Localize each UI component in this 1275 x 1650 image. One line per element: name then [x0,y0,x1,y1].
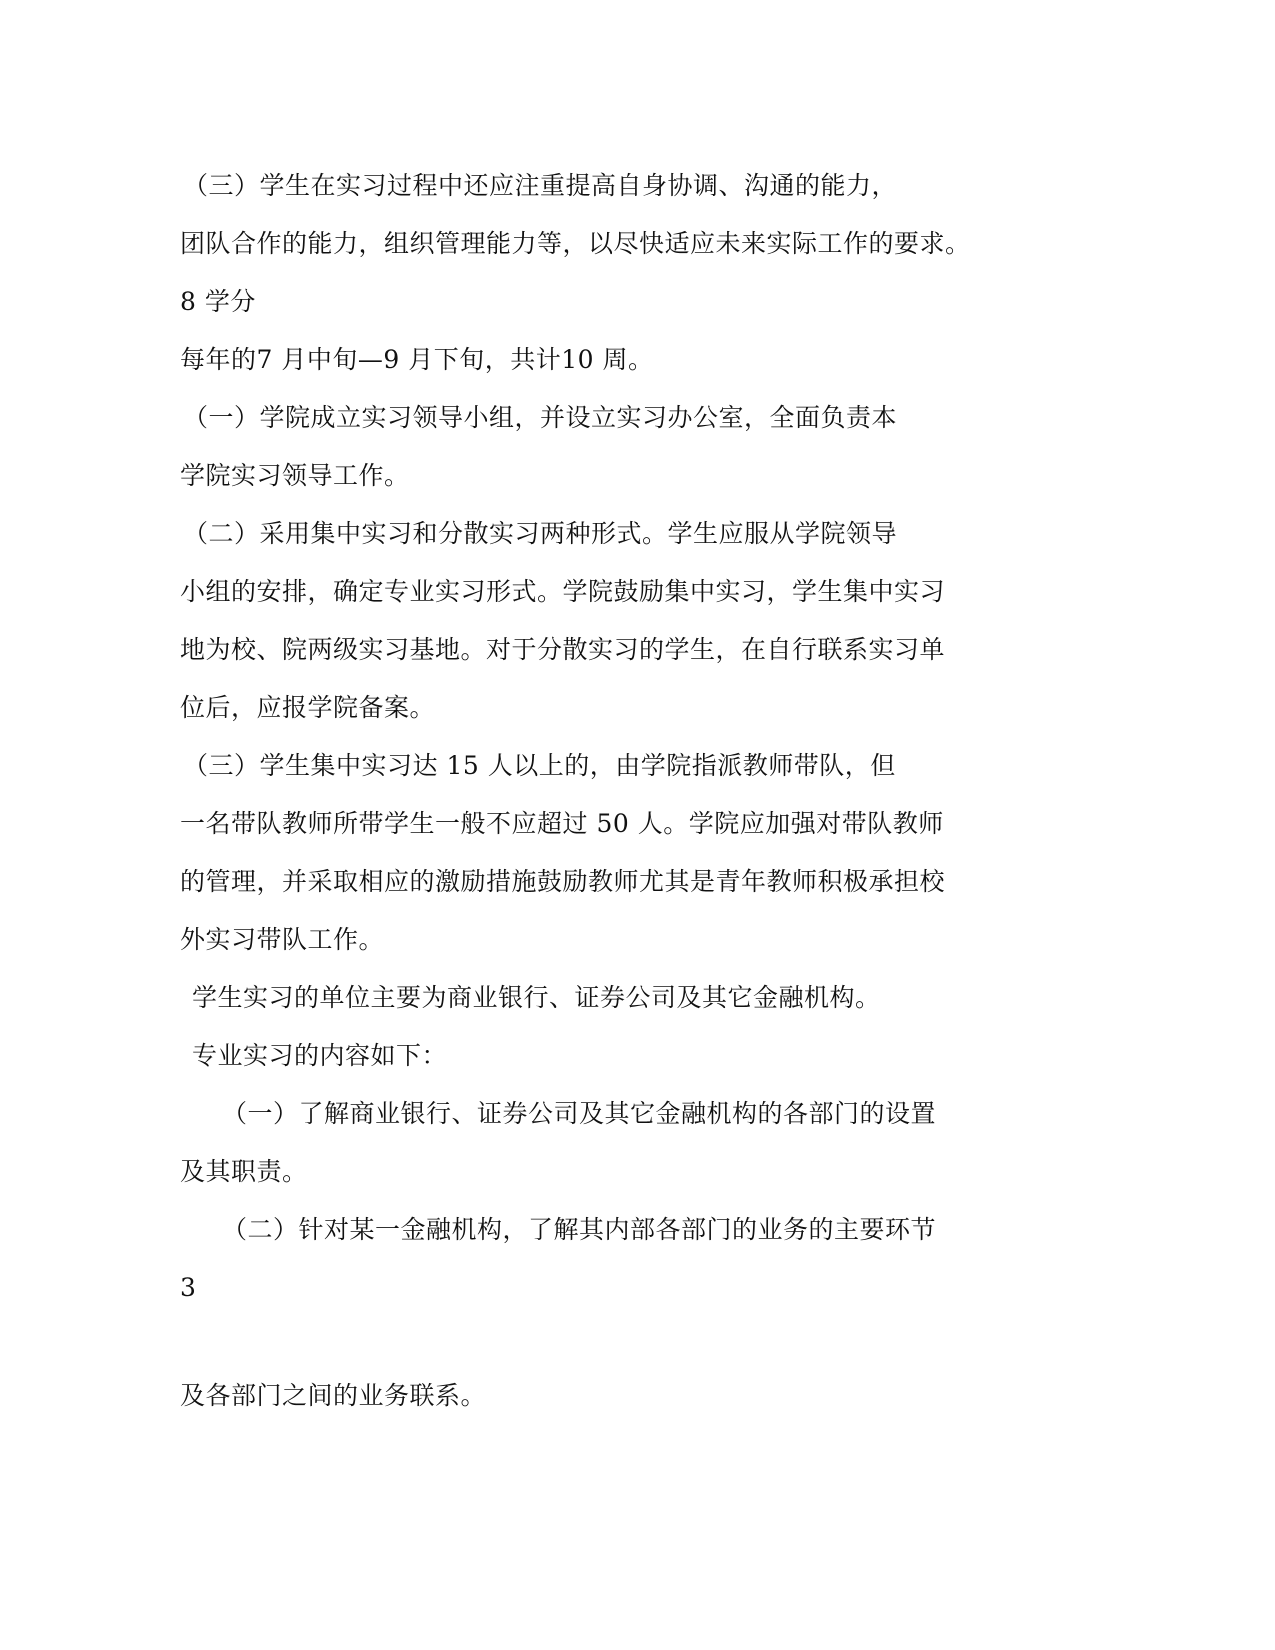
page-number: 3 [180,1273,197,1302]
credit-line: 8 学分 [180,287,256,316]
paragraph-line-18: 及其职责。 [180,1157,308,1186]
paragraph-line-1: （三）学生在实习过程中还应注重提高自身协调、沟通的能力， [183,171,898,200]
paragraph-line-19: （二）针对某一金融机构，了解其内部各部门的业务的主要环节 [222,1215,937,1244]
paragraph-line-10: 位后，应报学院备案。 [180,693,436,722]
paragraph-line-13: 的管理，并采取相应的激励措施鼓励教师尤其是青年教师积极承担校 [180,867,946,896]
paragraph-line-14: 外实习带队工作。 [180,925,385,954]
paragraph-line-17: （一）了解商业银行、证券公司及其它金融机构的各部门的设置 [222,1099,937,1128]
paragraph-line-15: 学生实习的单位主要为商业银行、证券公司及其它金融机构。 [192,983,881,1012]
paragraph-line-8: 小组的安排，确定专业实习形式。学院鼓励集中实习，学生集中实习 [180,577,946,606]
paragraph-line-9: 地为校、院两级实习基地。对于分散实习的学生，在自行联系实习单 [180,635,946,664]
paragraph-line-7: （二）采用集中实习和分散实习两种形式。学生应服从学院领导 [183,519,898,548]
paragraph-line-5: （一）学院成立实习领导小组，并设立实习办公室，全面负责本 [183,403,898,432]
paragraph-line-21: 及各部门之间的业务联系。 [180,1381,487,1410]
schedule-line: 每年的7 月中旬—9 月下旬，共计10 周。 [180,345,654,374]
paragraph-line-12: 一名带队教师所带学生一般不应超过 50 人。学院应加强对带队教师 [180,809,944,838]
paragraph-line-11: （三）学生集中实习达 15 人以上的，由学院指派教师带队，但 [183,751,896,780]
paragraph-line-6: 学院实习领导工作。 [180,461,410,490]
paragraph-line-2: 团队合作的能力，组织管理能力等，以尽快适应未来实际工作的要求。 [180,229,971,258]
paragraph-line-16: 专业实习的内容如下： [192,1041,448,1070]
